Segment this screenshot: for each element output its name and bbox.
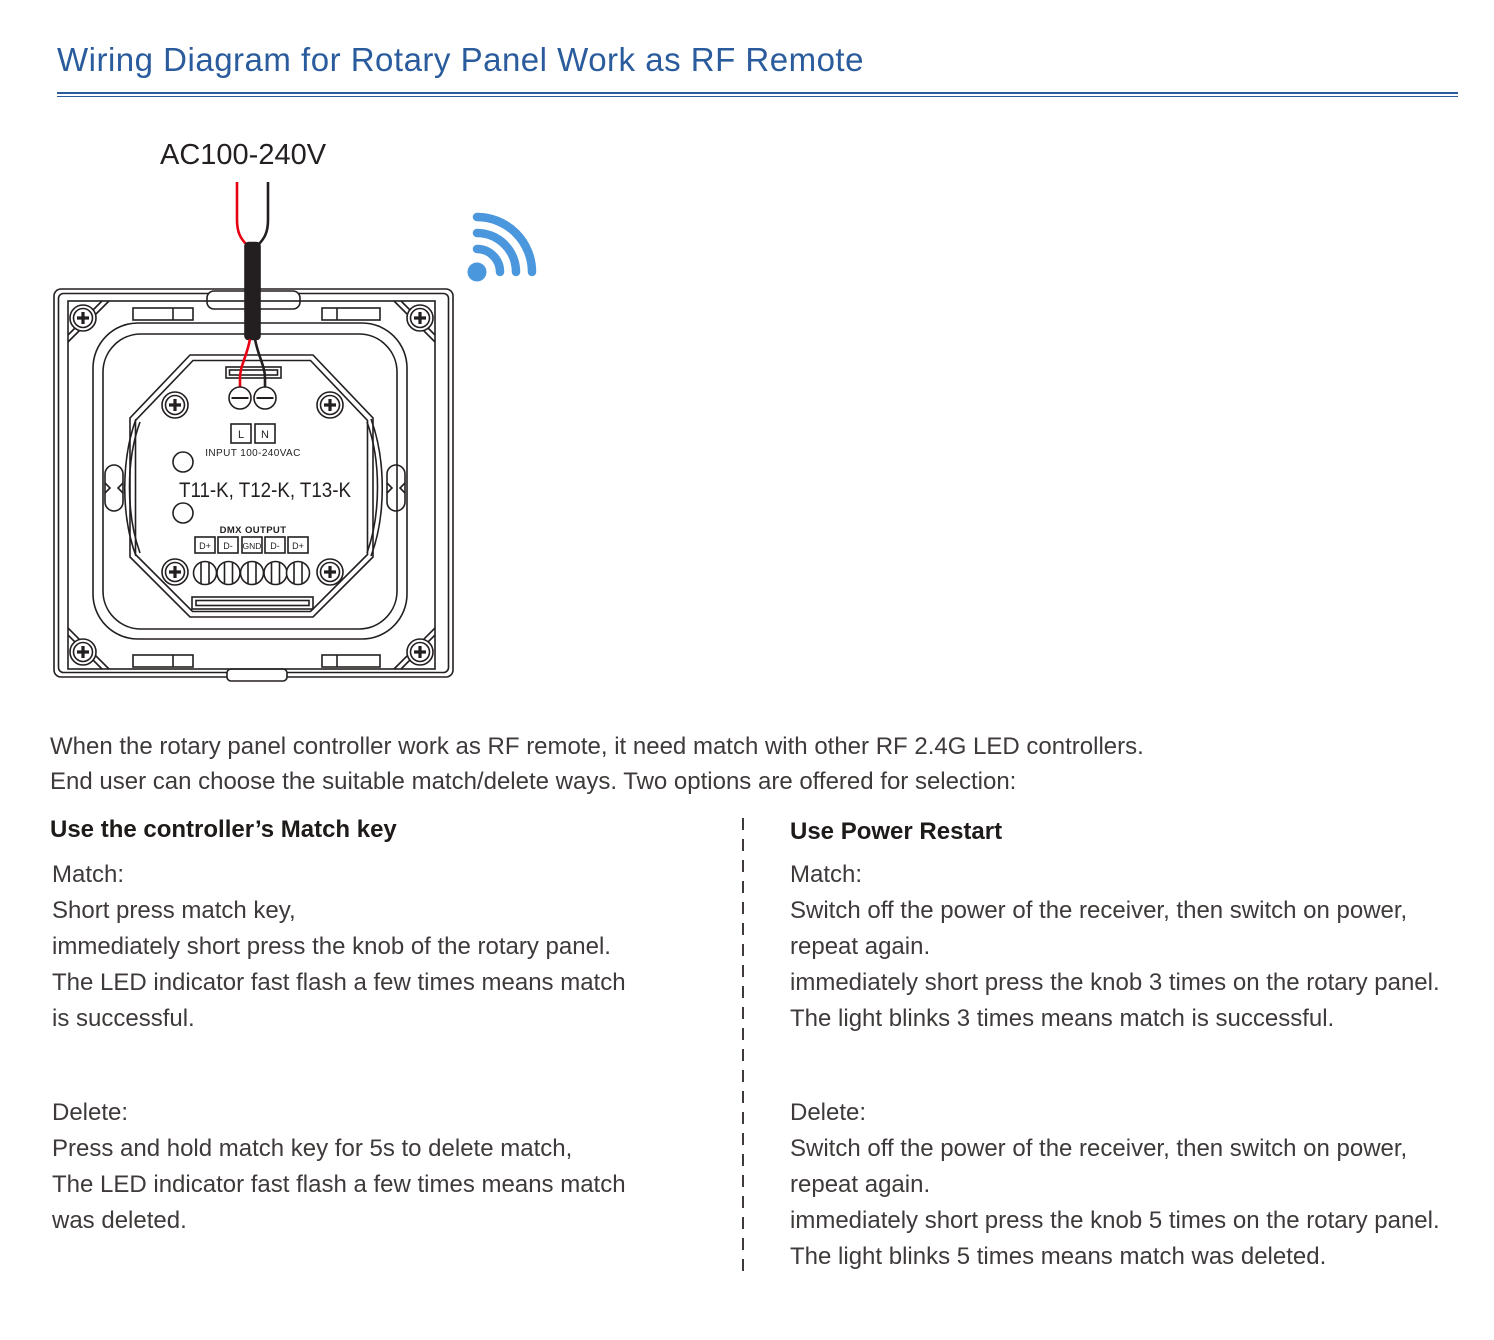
- instruction-line: is successful.: [52, 1005, 195, 1032]
- n-terminal-label: N: [261, 429, 269, 441]
- l-terminal-label: L: [237, 429, 245, 441]
- instruction-line: immediately short press the knob 3 times on the rotary panel.: [790, 969, 1440, 996]
- dmx-terminal-label: GND: [242, 541, 262, 551]
- intro-paragraph: [50, 729, 1144, 799]
- instruction-line: The light blinks 5 times means match was deleted.: [790, 1243, 1327, 1270]
- title-divider: [57, 92, 1458, 97]
- instruction-line: Delete:: [790, 1099, 867, 1126]
- instruction-line: Delete:: [52, 1099, 129, 1126]
- instruction-line: Switch off the power of the receiver, then switch on power,: [790, 897, 1408, 924]
- dmx-terminal-label: D-: [223, 541, 233, 551]
- instruction-line: Switch off the power of the receiver, then switch on power,: [790, 1135, 1408, 1162]
- model-label: T11-K, T12-K, T13-K: [179, 479, 351, 502]
- output-screw-terminals: [194, 562, 310, 585]
- cable-clamp: [226, 367, 281, 378]
- dmx-terminal-boxes: [195, 537, 308, 553]
- instruction-line: Match:: [52, 861, 125, 888]
- instruction-line: Match:: [790, 861, 863, 888]
- power-label: AC100-240V: [160, 139, 327, 171]
- instruction-line: repeat again.: [790, 1171, 931, 1198]
- instruction-line: was deleted.: [52, 1207, 187, 1234]
- intro-line: When the rotary panel controller work as RF remote, it need match with other RF 2.4G LED controllers.: [50, 733, 1144, 760]
- live-wire-lower: [240, 339, 250, 392]
- led-indicator: [173, 452, 193, 472]
- wiring-diagram: [40, 130, 560, 695]
- neutral-wire-lower: [255, 339, 265, 392]
- rf-signal-icon: [468, 217, 533, 282]
- left-option-heading: Use the controller’s Match key: [50, 816, 397, 843]
- right-match-instructions: [790, 857, 1440, 1037]
- instruction-line: Press and hold match key for 5s to delete match,: [52, 1135, 573, 1162]
- match-key: [173, 503, 193, 523]
- instruction-line: immediately short press the knob of the rotary panel.: [52, 933, 611, 960]
- cable-sheath: [246, 243, 260, 339]
- dmx-terminal-label: D+: [292, 541, 304, 551]
- input-wire-terminals: [229, 387, 276, 409]
- input-voltage-label: INPUT 100-240VAC: [205, 448, 301, 459]
- left-delete-instructions: [52, 1095, 626, 1239]
- left-match-instructions: [52, 857, 626, 1037]
- intro-line: End user can choose the suitable match/delete ways. Two options are offered for selection:: [50, 768, 1017, 795]
- instruction-line: The LED indicator fast flash a few times means match: [52, 1171, 626, 1198]
- page-title: Wiring Diagram for Rotary Panel Work as RF Remote: [57, 41, 864, 78]
- instruction-line: The LED indicator fast flash a few times means match: [52, 969, 626, 996]
- dmx-terminal-label: D+: [199, 541, 211, 551]
- dmx-terminal-label: D-: [270, 541, 280, 551]
- live-wire: [237, 182, 247, 245]
- instruction-line: immediately short press the knob 5 times on the rotary panel.: [790, 1207, 1440, 1234]
- column-divider: [742, 818, 744, 1272]
- right-option-heading: Use Power Restart: [790, 818, 1003, 845]
- right-delete-instructions: [790, 1095, 1440, 1275]
- instruction-line: The light blinks 3 times means match is successful.: [790, 1005, 1335, 1032]
- bottom-clamp-bar: [192, 597, 313, 609]
- instruction-line: Short press match key,: [52, 897, 296, 924]
- neutral-wire: [258, 182, 268, 245]
- dmx-output-label: DMX OUTPUT: [219, 525, 287, 536]
- bottom-notch: [227, 669, 287, 681]
- instruction-line: repeat again.: [790, 933, 931, 960]
